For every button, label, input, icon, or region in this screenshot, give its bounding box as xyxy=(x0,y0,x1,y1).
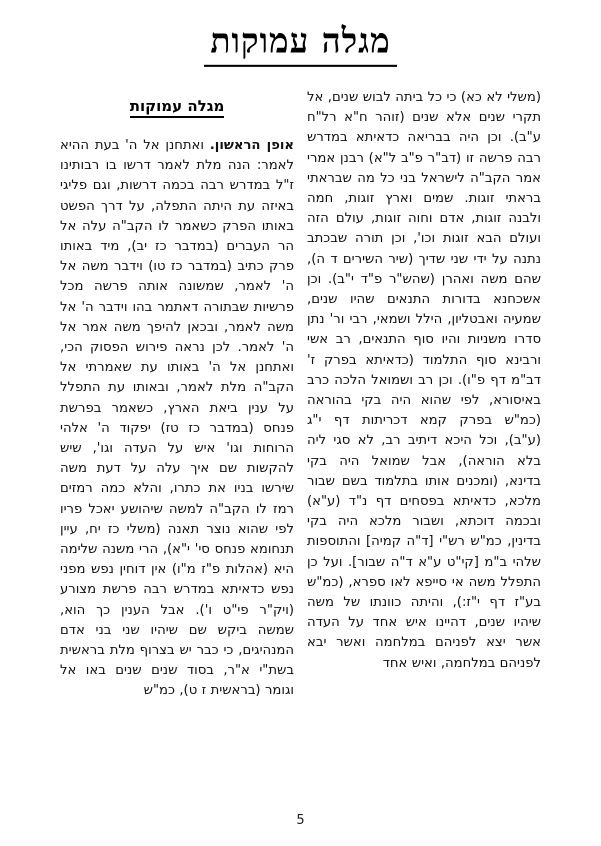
right-column-text xyxy=(60,136,294,702)
masthead xyxy=(0,22,601,66)
page-number xyxy=(0,813,601,828)
column-right xyxy=(60,88,294,798)
section-heading xyxy=(60,96,294,118)
masthead-title: מגלה עמוקות xyxy=(204,21,396,67)
page-number-text: 5 xyxy=(296,813,305,828)
left-column-text xyxy=(307,88,541,674)
column-left xyxy=(307,88,541,798)
section-heading-text: מגלה עמוקות xyxy=(130,97,225,118)
right-column-paragraph: ואתחנן אל ה' בעת ההיא לאמר: הנה מלת לאמר דרשו בו רבותינו ז"ל במדרש רבה בכמה דרשות, וגם פליגי באיזה עת היתה התפלה, על דרך הפשט באותו הפרק כשאמר לו הקב"ה עלה אל הר העברים (במדבר כז יב), מיד באותו פרק כתיב (במדבר כז טו) וידבר משה אל ה' לאמר, שמשונה אותה פרשה מכל פרשיות שבתורה דאתמר בהו וידבר ה' אל משה לאמר, ובכאן להיפך משה אמר אל ה' לאמר. לכן נראה פירוש הפסוק הכי, ואתחנן אל ה' באותו עת שאמרתי אל הקב"ה מלת לאמר, ובאותו עת התפלל על ענין ביאת הארץ, כשאמר בפרשת פנחס (במדבר כז טז) יפקוד ה' אלהי הרוחות וגו' איש על העדה וגו', שיש להקשות שם איך עלה על דעת משה שירשו בניו את כתרו, והלא כמה רמזים רמז לו הקב"ה למשה שיהושע יאכל פריו לפי שהוא נוצר תאנה (משלי כז יח, עיין תנחומא פנחס סי' י"א), הרי משנה שלימה היא (אהלות פ"ז מ"ו) אין דוחין נפש מפני נפש כדאיתא במדרש רבה פרשת מצורע (ויק"ר פי"ט ו'). אבל הענין כך הוא, שמשה ביקש שם שיהיו שני בני אדם המנהיגים, כי כבר יש בצרוף מלת בראשית בשת"י א"ר, בסוד שנים שנים באו אל וגומר (בראשית ז ט), כמ"ש xyxy=(60,138,294,699)
left-column-paragraph: (משלי לא כא) כי כל ביתה לבוש שנים, אל תקרי שנים אלא שנים (זוהר ח"א רל"ח ע"ב). וכן היה בבריאה כדאיתא במדרש רבה פרשה זו (דב"ר פ"ב ל"א) רבנן אמרי אמר הקב"ה לישראל בני כל מה שבראתי בראתי זוגות. שמים וארץ זוגות, חמה ולבנה זוגות, אדם וחוה זוגות, עולם הזה ועולם הבא זוגות וכו', וכן תורה שבכתב נתנה על ידי שני שדיך (שיר השירים ד ה), שהם משה ואהרן (שהש"ר פ"ד י"ב). וכן אשכחנא בדורות התנאים שהיו שנים, שמעיה ואבטליון, הילל ושמאי, רבי ור' נתן סדרו משניות והיו סוף התנאים, רב אשי ורבינא סוף התלמוד (כדאיתא בפרק ז' דב"מ דף פ"ו). וכן רב ושמואל הלכה כרב באיסורא, לפי שהוא היה בקי בהוראה (כמ"ש בפרק קמא דכריתות דף י"ג (ע"ב), וכל היכא דיתיב רב, לא סגי ליה בלא הוראה), אבל שמואל היה בקי בדינא, (ומכנים אותו בתלמוד בשם שבור מלכא, כדאיתא בפסחים דף נ"ד (ע"א) ובכמה דוכתא, ושבור מלכא היה בקי בדינין, כמ"ש רש"י [ד"ה קמיה] והתוספות שלהי ב"מ [קי"ט ע"א ד"ה שבור]. ועל כן התפלל משה אי סייפא לאו ספרא, (כמ"ש בע"ז דף י"ז:), והיתה כוונתו של משה שיהיו שנים, דהיינו איש אחד על העדה אשר יצא לפניהם במלחמה ואשר יבא לפניהם במלחמה, ואיש אחד xyxy=(307,90,541,671)
lead-in-phrase: אופן הראשון. xyxy=(209,138,294,153)
two-column-body xyxy=(60,88,541,798)
